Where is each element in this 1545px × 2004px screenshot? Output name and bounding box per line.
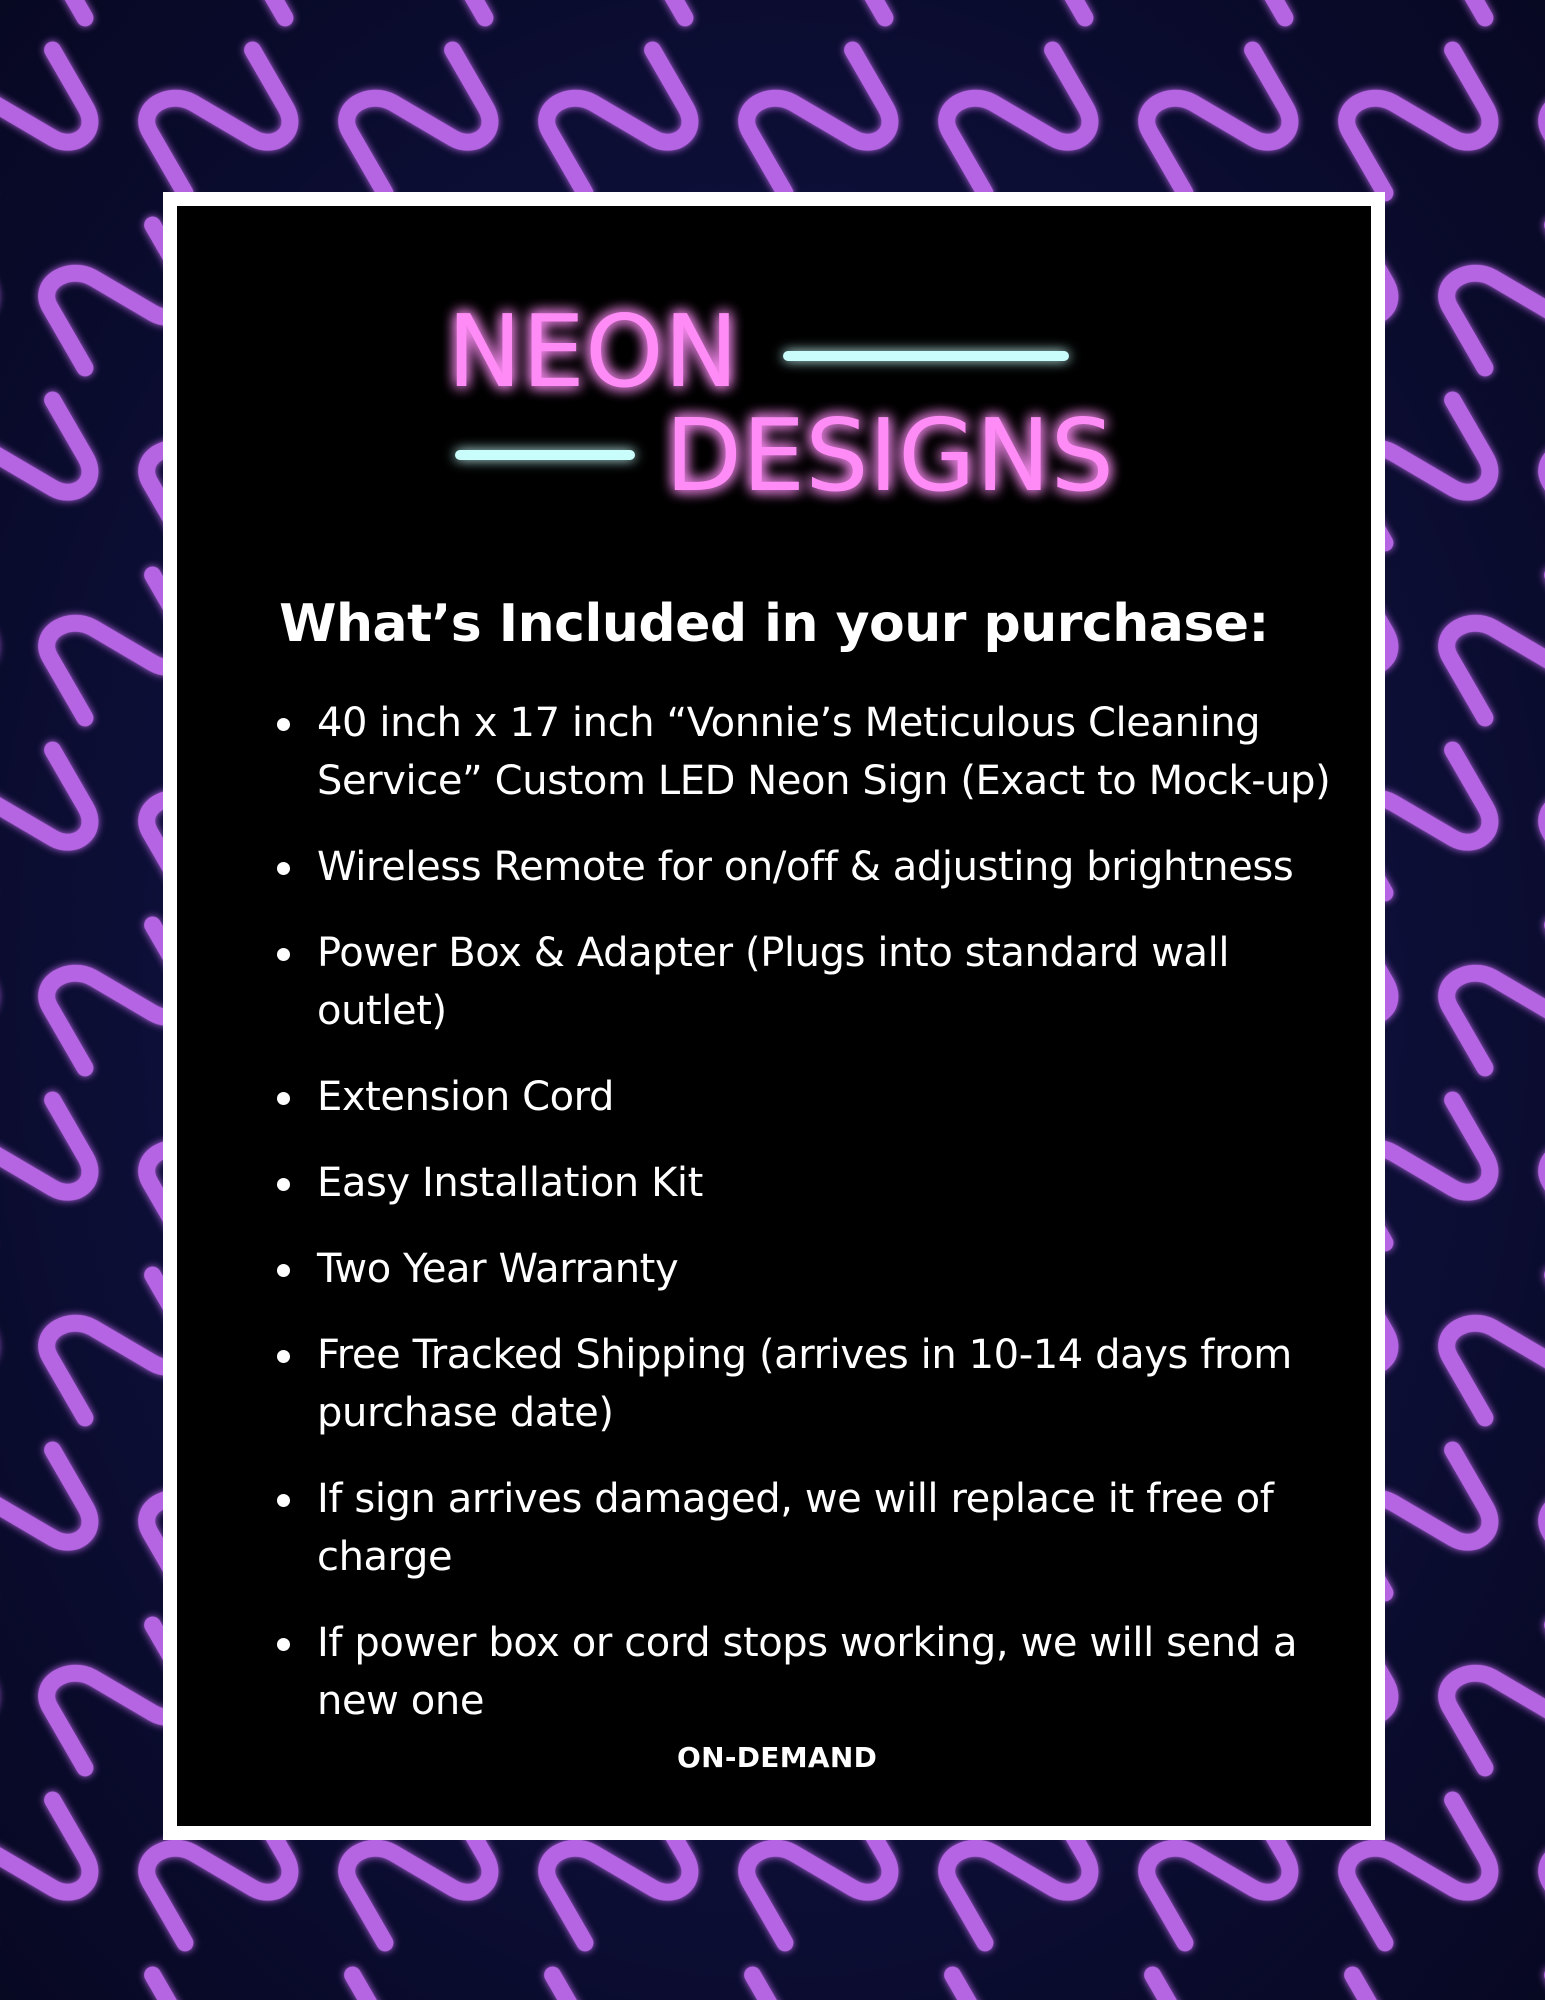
neon-letter-n-icon bbox=[1539, 1099, 1545, 1244]
bullet-icon bbox=[277, 1178, 290, 1191]
bullet-icon bbox=[277, 1350, 290, 1363]
list-item bbox=[271, 1470, 1341, 1586]
neon-letter-n-icon bbox=[1339, 49, 1498, 194]
list-item bbox=[271, 1154, 1341, 1212]
list-item bbox=[271, 694, 1341, 810]
page-heading: What’s Included in your purchase: bbox=[279, 594, 1269, 654]
neon-letter-n-icon bbox=[739, 49, 898, 194]
neon-letter-n-icon bbox=[0, 399, 98, 544]
neon-letter-n-icon bbox=[0, 1799, 98, 1944]
bullet-icon bbox=[277, 718, 290, 731]
list-item bbox=[271, 924, 1341, 1040]
neon-letter-n-icon bbox=[1439, 1974, 1545, 2000]
list-item bbox=[271, 1240, 1341, 1298]
bullet-icon bbox=[277, 1494, 290, 1507]
neon-letter-n-icon bbox=[1139, 49, 1298, 194]
neon-letter-n-icon bbox=[339, 49, 498, 194]
bullet-icon bbox=[277, 1092, 290, 1105]
neon-letter-n-icon bbox=[1539, 399, 1545, 544]
neon-letter-n-icon bbox=[939, 49, 1098, 194]
list-item bbox=[271, 1326, 1341, 1442]
neon-letter-n-icon bbox=[1439, 924, 1545, 1069]
neon-letter-n-icon bbox=[0, 49, 98, 194]
included-items-list bbox=[271, 694, 1341, 1758]
neon-letter-n-icon bbox=[1239, 1974, 1398, 2000]
neon-letter-n-icon bbox=[1539, 49, 1545, 194]
logo-word-designs: DESIGNS bbox=[665, 397, 1114, 514]
neon-letter-n-icon bbox=[839, 1974, 998, 2000]
info-card bbox=[163, 192, 1385, 1840]
neon-letter-n-icon bbox=[1439, 1274, 1545, 1419]
list-item-text: 40 inch x 17 inch “Vonnie’s Meticulous Cleaning Service” Custom LED Neon Sign (Exact to Mock-up) bbox=[317, 700, 1331, 804]
list-item bbox=[271, 1614, 1341, 1730]
list-item bbox=[271, 1068, 1341, 1126]
bullet-icon bbox=[277, 862, 290, 875]
list-item-text: If power box or cord stops working, we will send a new one bbox=[317, 1620, 1298, 1724]
list-item-text: Extension Cord bbox=[317, 1074, 615, 1120]
neon-letter-n-icon bbox=[639, 1974, 798, 2000]
list-item-text: Free Tracked Shipping (arrives in 10-14 days from purchase date) bbox=[317, 1332, 1292, 1436]
neon-letter-n-icon bbox=[1539, 1799, 1545, 1944]
bullet-icon bbox=[277, 948, 290, 961]
neon-letter-n-icon bbox=[139, 49, 298, 194]
neon-letter-n-icon bbox=[39, 1974, 198, 2000]
bullet-icon bbox=[277, 1264, 290, 1277]
on-demand-tag: ON-DEMAND bbox=[677, 1741, 878, 1774]
list-item-text: Two Year Warranty bbox=[317, 1246, 679, 1292]
neon-letter-n-icon bbox=[1539, 749, 1545, 894]
neon-letter-n-icon bbox=[839, 0, 998, 19]
neon-designs-logo bbox=[177, 206, 1371, 546]
neon-letter-n-icon bbox=[0, 1099, 98, 1244]
neon-letter-n-icon bbox=[239, 0, 398, 19]
info-card-panel bbox=[177, 206, 1371, 1826]
list-item bbox=[271, 838, 1341, 896]
neon-letter-n-icon bbox=[1039, 0, 1198, 19]
neon-letter-n-icon bbox=[239, 1974, 398, 2000]
list-item-text: Easy Installation Kit bbox=[317, 1160, 703, 1206]
neon-letter-n-icon bbox=[0, 749, 98, 894]
neon-letter-n-icon bbox=[1439, 224, 1545, 369]
neon-letter-n-icon bbox=[39, 0, 198, 19]
list-item-text: Power Box & Adapter (Plugs into standard wall outlet) bbox=[317, 930, 1230, 1034]
neon-letter-n-icon bbox=[0, 1449, 98, 1594]
neon-letter-n-icon bbox=[439, 1974, 598, 2000]
neon-letter-n-icon bbox=[539, 49, 698, 194]
neon-letter-n-icon bbox=[1439, 1624, 1545, 1769]
logo-bar-top bbox=[783, 351, 1069, 361]
neon-letter-n-icon bbox=[639, 0, 798, 19]
logo-bar-bottom bbox=[455, 450, 635, 460]
bullet-icon bbox=[277, 1638, 290, 1651]
logo-word-neon: NEON bbox=[447, 293, 739, 410]
neon-letter-n-icon bbox=[439, 0, 598, 19]
neon-letter-n-icon bbox=[1239, 0, 1398, 19]
neon-letter-n-icon bbox=[1439, 0, 1545, 19]
neon-letter-n-icon bbox=[1039, 1974, 1198, 2000]
neon-letter-n-icon bbox=[1539, 1449, 1545, 1594]
list-item-text: Wireless Remote for on/off & adjusting brightness bbox=[317, 844, 1294, 890]
neon-letter-n-icon bbox=[1439, 574, 1545, 719]
list-item-text: If sign arrives damaged, we will replace it free of charge bbox=[317, 1476, 1274, 1580]
